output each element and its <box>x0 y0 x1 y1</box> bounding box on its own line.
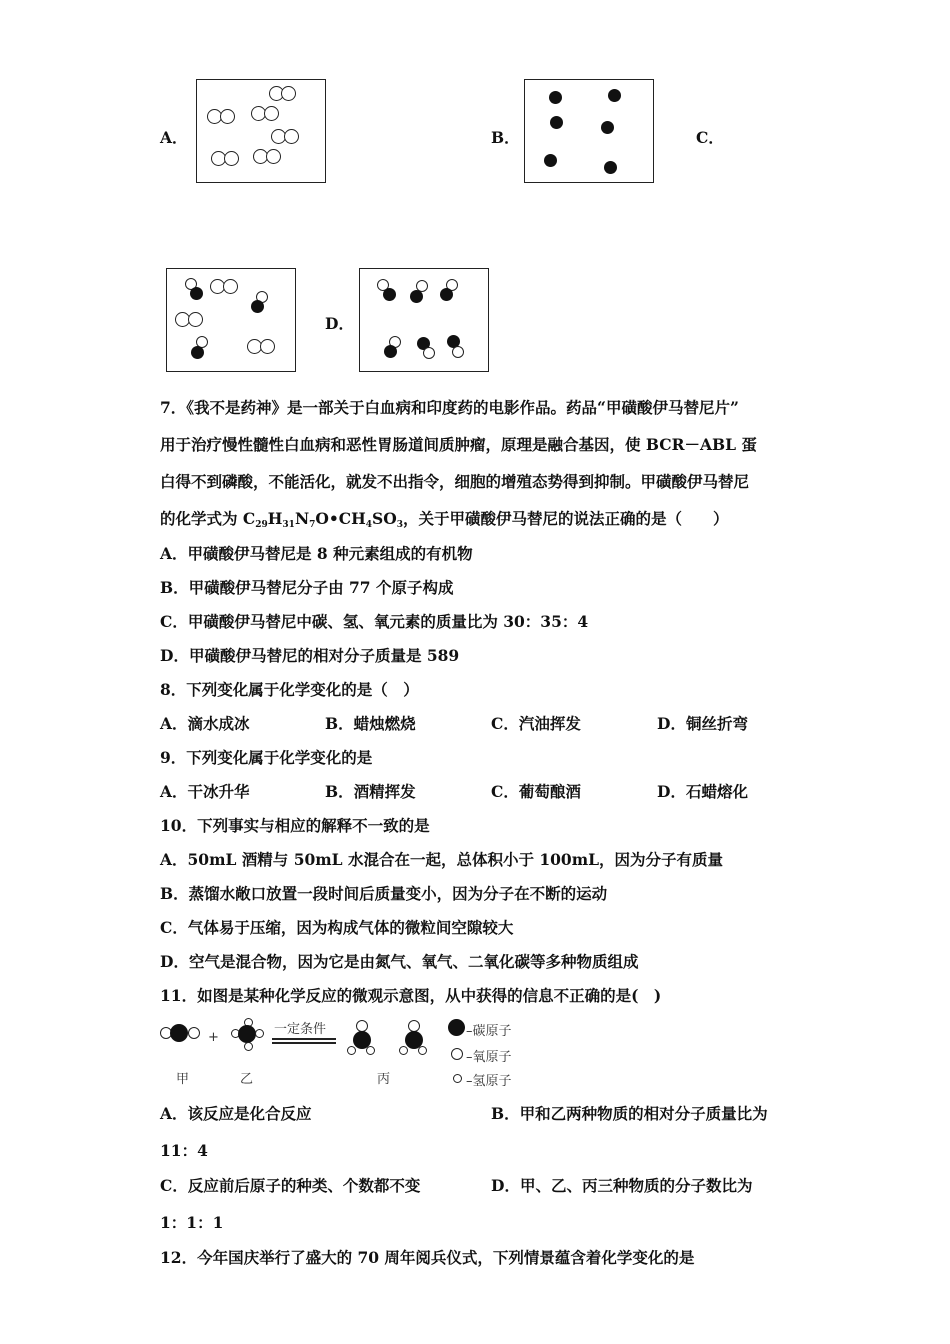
atom-black <box>544 154 557 167</box>
atom-hydrogen <box>366 1046 375 1055</box>
q11-option-b: B．甲和乙两种物质的相对分子质量比为 <box>491 1104 768 1123</box>
atom-white <box>281 86 296 101</box>
q9-option-c: C．葡萄酿酒 <box>491 782 581 801</box>
q8-option-c: C．汽油挥发 <box>491 714 581 733</box>
q7-line2: 用于治疗慢性髓性白血病和恶性胃肠道间质肿瘤，原理是融合基因，使 BCR－ABL 蛋 <box>160 435 757 454</box>
formula-suffix: ，关于甲磺酸伊马替尼的说法正确的是（ ） <box>403 509 729 528</box>
atom-black <box>410 290 423 303</box>
q10-option-d: D．空气是混合物，因为它是由氮气、氧气、二氧化碳等多种物质组成 <box>160 952 639 971</box>
atom-white <box>223 279 238 294</box>
label-bing: 丙 <box>377 1072 391 1087</box>
atom-black <box>440 288 453 301</box>
atom-white <box>266 149 281 164</box>
q10-option-c: C．气体易于压缩，因为构成气体的微粒间空隙较大 <box>160 918 514 937</box>
diagram-d <box>359 268 489 372</box>
atom-black <box>549 91 562 104</box>
q9-option-a: A．干冰升华 <box>160 782 250 801</box>
q8-option-a: A．滴水成冰 <box>160 714 250 733</box>
q11-option-d-cont: 1：1：1 <box>160 1213 224 1232</box>
q11-stem: 11．如图是某种化学反应的微观示意图，从中获得的信息不正确的是( ) <box>160 986 662 1005</box>
q8-option-d: D．铜丝折弯 <box>657 714 748 733</box>
q11-option-c: C．反应前后原子的种类、个数都不变 <box>160 1176 421 1195</box>
q7-line3: 白得不到磷酸，不能活化，就发不出指令，细胞的增殖态势得到抑制。甲磺酸伊马替尼 <box>160 472 750 491</box>
atom-white <box>220 109 235 124</box>
label-jia: 甲 <box>176 1072 190 1087</box>
legend-hydrogen: –氢原子 <box>466 1074 512 1089</box>
q10-stem: 10．下列事实与相应的解释不一致的是 <box>160 816 430 835</box>
element-h: H <box>267 509 283 528</box>
option-b-label: B． <box>491 128 520 147</box>
q10-option-a: A．50mL 酒精与 50mL 水混合在一起，总体积小于 100mL，因为分子有质量 <box>160 850 724 869</box>
q12-stem: 12．今年国庆举行了盛大的 70 周年阅兵仪式，下列情景蕴含着化学变化的是 <box>160 1248 695 1267</box>
option-d-label: D． <box>325 314 354 333</box>
atom-hydrogen <box>418 1046 427 1055</box>
element-n: N <box>294 509 310 528</box>
legend-carbon-icon <box>448 1019 465 1036</box>
q7-line1: 7．《我不是药神》是一部关于白血病和印度药的电影作品。药品“甲磺酸伊马替尼片” <box>160 398 739 417</box>
legend-oxygen-icon <box>451 1048 463 1060</box>
atom-carbon <box>238 1025 256 1043</box>
atom-black <box>608 89 621 102</box>
reaction-diagram <box>158 1016 538 1090</box>
reaction-condition: 一定条件 <box>274 1022 327 1037</box>
atom-black <box>384 345 397 358</box>
q7-option-c: C．甲磺酸伊马替尼中碳、氢、氧元素的质量比为 30：35：4 <box>160 612 589 631</box>
atom-white <box>264 106 279 121</box>
q7-option-a: A．甲磺酸伊马替尼是 8 种元素组成的有机物 <box>160 544 473 563</box>
atom-white <box>452 346 464 358</box>
q9-option-d: D．石蜡熔化 <box>657 782 748 801</box>
q11-option-a: A．该反应是化合反应 <box>160 1104 312 1123</box>
diagram-a <box>196 79 326 183</box>
formula-part: SO <box>372 509 397 528</box>
atom-hydrogen <box>347 1046 356 1055</box>
subscript: 31 <box>282 520 295 530</box>
subscript: 7 <box>309 520 316 530</box>
arrow-line <box>272 1038 336 1040</box>
atom-hydrogen <box>255 1029 264 1038</box>
diagram-b <box>524 79 654 183</box>
q7-option-d: D．甲磺酸伊马替尼的相对分子质量是 589 <box>160 646 460 665</box>
atom-black <box>601 121 614 134</box>
formula-prefix: 的化学式为 C <box>160 509 256 528</box>
q9-stem: 9．下列变化属于化学变化的是 <box>160 748 373 767</box>
q11-option-d: D．甲、乙、丙三种物质的分子数比为 <box>491 1176 753 1195</box>
diagram-c <box>166 268 296 372</box>
atom-white <box>260 339 275 354</box>
formula-part: O•CH <box>315 509 366 528</box>
q10-option-b: B．蒸馏水敞口放置一段时间后质量变小，因为分子在不断的运动 <box>160 884 608 903</box>
atom-white <box>188 312 203 327</box>
plus-sign: + <box>208 1030 219 1045</box>
legend-hydrogen-icon <box>453 1074 462 1083</box>
atom-black <box>191 346 204 359</box>
q7-line4 <box>160 509 729 535</box>
arrow-line <box>272 1042 336 1044</box>
atom-black <box>251 300 264 313</box>
legend-carbon: –碳原子 <box>466 1024 512 1039</box>
q9-option-b: B．酒精挥发 <box>325 782 416 801</box>
subscript: 3 <box>396 520 404 530</box>
atom-oxygen <box>188 1027 200 1039</box>
subscript: 4 <box>365 520 373 530</box>
atom-hydrogen <box>399 1046 408 1055</box>
atom-black <box>190 287 203 300</box>
atom-black <box>383 288 396 301</box>
q11-option-b-cont: 11：4 <box>160 1141 208 1160</box>
atom-black <box>604 161 617 174</box>
atom-carbon <box>170 1024 188 1042</box>
q8-stem: 8．下列变化属于化学变化的是（ ） <box>160 680 419 699</box>
subscript: 29 <box>255 520 268 530</box>
atom-white <box>284 129 299 144</box>
atom-black <box>550 116 563 129</box>
option-c-label: C． <box>696 128 724 147</box>
label-yi: 乙 <box>240 1072 254 1087</box>
atom-hydrogen <box>244 1042 253 1051</box>
atom-white <box>224 151 239 166</box>
atom-white <box>423 347 435 359</box>
legend-oxygen: –氧原子 <box>466 1050 512 1065</box>
q7-option-b: B．甲磺酸伊马替尼分子由 77 个原子构成 <box>160 578 454 597</box>
option-a-label: A． <box>160 128 188 147</box>
q8-option-b: B．蜡烛燃烧 <box>325 714 416 733</box>
